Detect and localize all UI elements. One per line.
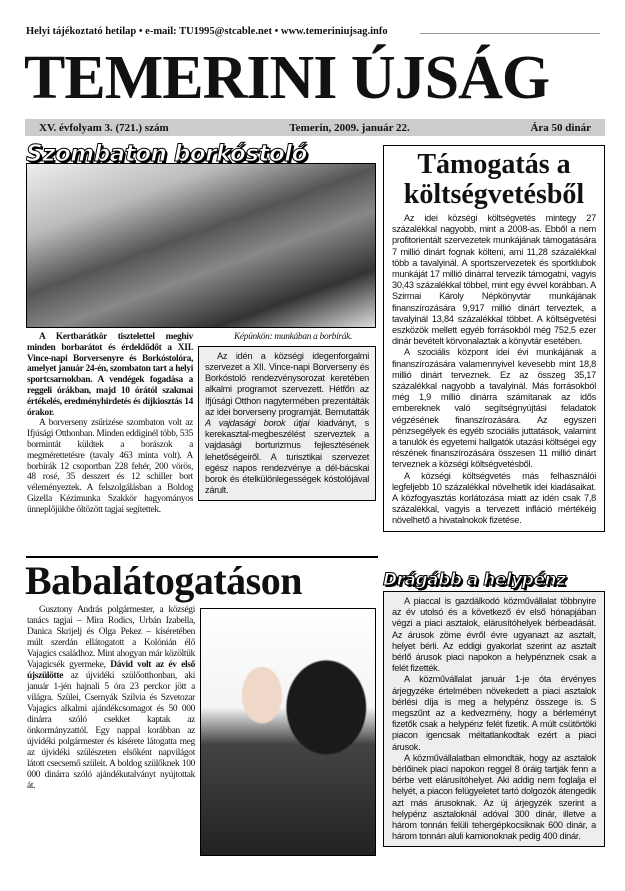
wine-body: A borverseny zsűrizése szombaton volt az Ifjúsági Otthonban. Minden eddiginél több, 535 bormintát küldtek a borászok a megmérettetésre (tavaly 463 minta volt). A borbírák 12 csoportban 228 fehér, 200 vörös, 48 rosé, 35 desszert és 12 schiller bort véleményeztek. A felszolgálásban a Boldog Gizella Kézimunka Szakkör hagyományos ünneplőjükbe öltözött tagjai segítettek. — [27, 418, 193, 515]
publication-title: A vajdasági borok útjai — [205, 418, 310, 429]
tagline: Helyi tájékoztató hetilap • e-mail: TU1995@stcable.net • www.temeriniujsag.info — [26, 26, 388, 37]
budget-paragraph: A szociális központ idei évi munkájának a finanszírozására valamennyivel kevesebb mint 18,8 millió dinárt terveznek. Ez az összeg 35,17 százalékkal nagyobb a tavalyinál. Más forrásokból még 1,9 millió dinárra számítanak az idős embereknek való segítségnyújtási feladatok végzésének finanszírozására. Az egyszeri pénzsegélyek és egyéb szociális juttatások, valamint a tanulók és egyetemi hallgatók utazási költségei egy részének finanszírozására összesen 11 millió dinárt terveznek a községi költségvetésből. — [392, 347, 596, 470]
market-paragraph: A közművállalatban elmondták, hogy az asztalok bérlőinek piaci napokon reggel 8 óráig tartják fenn a bérbe vett elárusítóhelyet. Aki addig nem foglalja el helyét, a piacon felügyeletet tartó dolgozók átengedik azt más árusoknak. Az új árjegyzék szerint a helypénz asztaloknál adóval 300 dinár, illetve a három tonnán felüli tehergépkocsiknak 600 dinár, a három tonnán aluli kamionoknak pedig 400 dinár. — [392, 752, 596, 842]
issue-info-bar — [25, 119, 605, 136]
wine-article-col1 — [27, 332, 193, 516]
market-paragraph: A közművállalat január 1-je óta érvényes árjegyzéke értelmében növekedett a piaci asztalok bérlési díja is meg a helypénz összege is. S megszűnt az a kedvezmény, hogy a bérleményt fizetők csak a helypénz felét fizetik. A múlt csütörtöki piacon igencsak méltatlankodtak ezért a piaci árusok. — [392, 674, 596, 752]
wine-lead: A Kertbarátkör tisztelettel meghív minden borbarátot és érdeklődőt a XII. Vince-napi Borversenyre és Borkóstolóra, amelyet január 24-én, szombaton tart a helyi sportcsarnokban. A vendégek fogadása a reggeli órákban, majd 10 órától szakmai értékelés, eredményhirdetés és díjkiosztás 14 órakor. — [27, 332, 193, 418]
newspaper-title: TEMERINI ÚJSÁG — [24, 44, 550, 112]
photo-caption: Képünkön: munkában a borbírák. — [233, 332, 353, 342]
baby-text-2: az újvidéki szülőotthonban, aki január 1-jén hajnali 5 óra 23 perckor jött a világra. Szülei, Csernyák Szilvia és Szvetozar Vajagics alkalmi ajándékcsomagot és 50 000 dinárra szóló csekket kaptak az önkormányzattól. Egy nappal korábban az újvidéki polgármester és kísérete látogatta meg az újvidéki szülészeten elsőként napvilágot látott csecsemő szüleit. A boldog szülőknek 100 000 dinárra szóló ajándékutalványt nyújtottak át. — [27, 671, 195, 791]
baby-headline: Babalátogatáson — [25, 558, 302, 603]
issue-number: XV. évfolyam 3. (721.) szám — [39, 121, 169, 134]
family-photo — [200, 608, 376, 856]
baby-text-1: Gusztony András polgármester, a községi tanács tagjai – Mira Rodics, Urbán Izabella, Danica Skrijelj és Olga Pekez – kíséretében múlt szerdán ellátogatott a Kolónián élő Vajagics családhoz. Mint ahogyan már közöltük Vajagicsék gyermeke, — [27, 605, 195, 670]
market-paragraph: A piaccal is gazdálkodó közművállalat többnyire az év utolsó és a következő év első hónapjában végzi a piaci asztalok, elárusítóhelyek bérbeadását. Az árusok zöme évről évre ugyanazt az asztalt, helyet bérli. Az eddigi gyakorlat szerint az asztalt bérlő árusok piaci napokon a helypénznek csak a felét fizették. — [392, 596, 596, 674]
market-article — [383, 591, 605, 847]
wine-headline: Szombaton borkóstoló — [26, 141, 307, 167]
budget-paragraph: A községi költségvetés más felhasználói legfeljebb 10 százalékkal növelhetik idei kiadásaikat. A közfogyasztás korlátozása miatt az idén csak 7,8 százalékkal, vagyis a tervezett infláció mértékéig növelhető a hivatalnokok fizetése. — [392, 470, 596, 526]
budget-paragraph: Az idei községi költségvetés mintegy 27 százalékkal nagyobb, mint a 2008-as. Ebből a nem profitorientált szervezetek munkájának támogatására 7 millió dinárt fognak költeni, ami 11,28 százalékkal több a tavalyinál. A sportszervezetek és sportklubok munkáját 17 millió dinárral tervezik támogatni, vagyis 30,43 százalékkal többel, mint egy évvel korábban. A Szirmai Károly Népkönyvtár munkájának finanszírozására 9,917 millió dinárt terveztek, a tavalyinál 13,84 százalékkal többet. A költségvetési eszközök mellett egyéb forrásokból még 752,5 ezer dinár bevételt körvonalaztak a könyvtár esetében. — [392, 213, 596, 347]
issue-price: Ára 50 dinár — [530, 121, 591, 134]
budget-headline: Támogatás a költségvetésből — [403, 149, 585, 210]
market-headline: Drágább a helypénz — [383, 570, 566, 590]
wine-tasting-photo — [26, 163, 376, 328]
baby-article — [27, 605, 195, 792]
baby-highlight: Dávid volt az év első újszülötte — [27, 660, 195, 681]
tourism-text-2: kiadványt, s kerekasztal-megbeszélést szerveztek a vajdasági borturizmus fejlesztésének lehetőségeiről. A turisztikai szervezet egész napos rendezvénye a dél-bácskai borok és ételkülönlegességek kóstolójával zárult. — [205, 418, 369, 496]
wine-article-col2 — [198, 332, 376, 501]
tourism-box — [198, 346, 376, 502]
budget-article — [383, 145, 605, 532]
tourism-text-1: Az idén a községi idegenforgalmi szervezet a XII. Vince-napi Borverseny és Borkóstoló rendezvénysorozat keretében alkalmi programot szervezett. Hétfőn az Ifjúsági Otthon nagytermében prezentálták az idei borverseny programját. Bemutatták — [205, 350, 369, 417]
issue-date: Temerin, 2009. január 22. — [289, 121, 410, 134]
tagline-rule — [420, 33, 600, 34]
